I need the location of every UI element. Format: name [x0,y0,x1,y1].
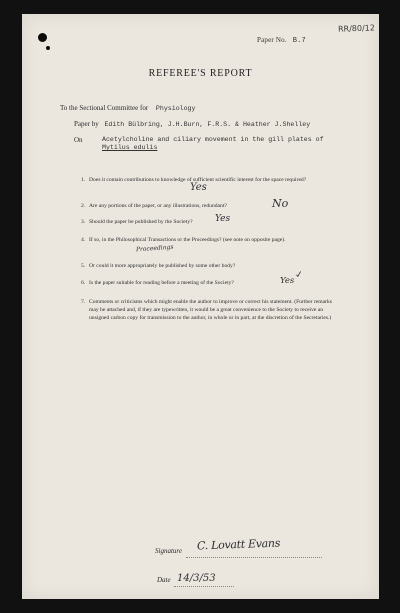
question-2-num: 2. [81,203,86,209]
punch-hole-small [46,46,50,50]
paper-by-value: Edith Bülbring, J.H.Burn, F.R.S. & Heather J.Shelley [104,121,311,128]
report-sheet [22,14,379,599]
question-5 [81,262,332,270]
answer-1: Yes [190,182,207,193]
committee-value: Physiology [155,105,196,112]
signature-value: C. Lovatt Evans [196,536,281,553]
question-5-text: Or could it more appropriately be published by some other body? [89,263,236,269]
answer-3: Yes [215,214,231,224]
question-6-num: 6. [81,280,86,286]
signature-line [186,557,322,558]
paper-number-label: Paper No. [257,36,287,44]
page-title: REFEREE'S REPORT [148,68,253,79]
paper-by-label: Paper by [74,120,99,128]
question-7-num: 7. [81,299,86,305]
question-2 [81,202,332,210]
check-mark-icon [296,271,301,277]
question-7-text: Comments or criticisms which might enable the author to improve or correct his statement. (Further remarks may be attached and, if they are typewritten, it would be a great convenience to the Society to receive an unsigned carbon copy for transmission to the author, in whole or in part, at the discretion of the Secretaries.) [89,299,332,322]
date-value: 14/3/53 [177,573,216,584]
answer-6: Yes [280,276,295,286]
question-1-num: 1. [81,177,86,183]
question-1 [81,176,332,184]
question-4-num: 4. [81,237,86,243]
paper-number-value: B.7 [292,37,306,45]
answer-4: Proceedings [135,243,174,254]
question-3-text: Should the paper be published by the Society? [89,219,193,225]
on-label: On [74,136,83,144]
question-3-num: 3. [81,219,86,225]
date-line [174,586,234,587]
on-row [74,136,83,144]
question-4-text: If so, in the Philosophical Transactions or the Proceedings? (see note on opposite page). [89,237,286,243]
signature-label: Signature [155,547,182,555]
question-3 [81,218,332,226]
committee-label: To the Sectional Committee for [60,104,149,112]
answer-2: No [272,197,289,210]
paper-by-row [74,120,310,128]
on-value-line1: Acetylcholine and ciliary movement in the gill plates of [102,136,324,143]
question-4 [81,236,332,244]
date-label: Date [157,576,171,584]
question-1-text: Does it contain contributions to knowledge of sufficient scientific interest for the space required? [89,177,307,183]
punch-hole [38,33,47,42]
question-5-num: 5. [81,263,86,269]
paper-number [257,36,306,45]
committee-row [60,104,195,112]
question-6 [81,279,332,287]
on-value-line2: Mytilus edulis [102,144,158,151]
reference-mark: RR/80/12 [337,23,376,34]
question-6-text: Is the paper suitable for reading before a meeting of the Society? [89,280,234,286]
question-7 [81,298,332,323]
question-2-text: Are any portions of the paper, or any illustrations, redundant? [89,203,227,209]
